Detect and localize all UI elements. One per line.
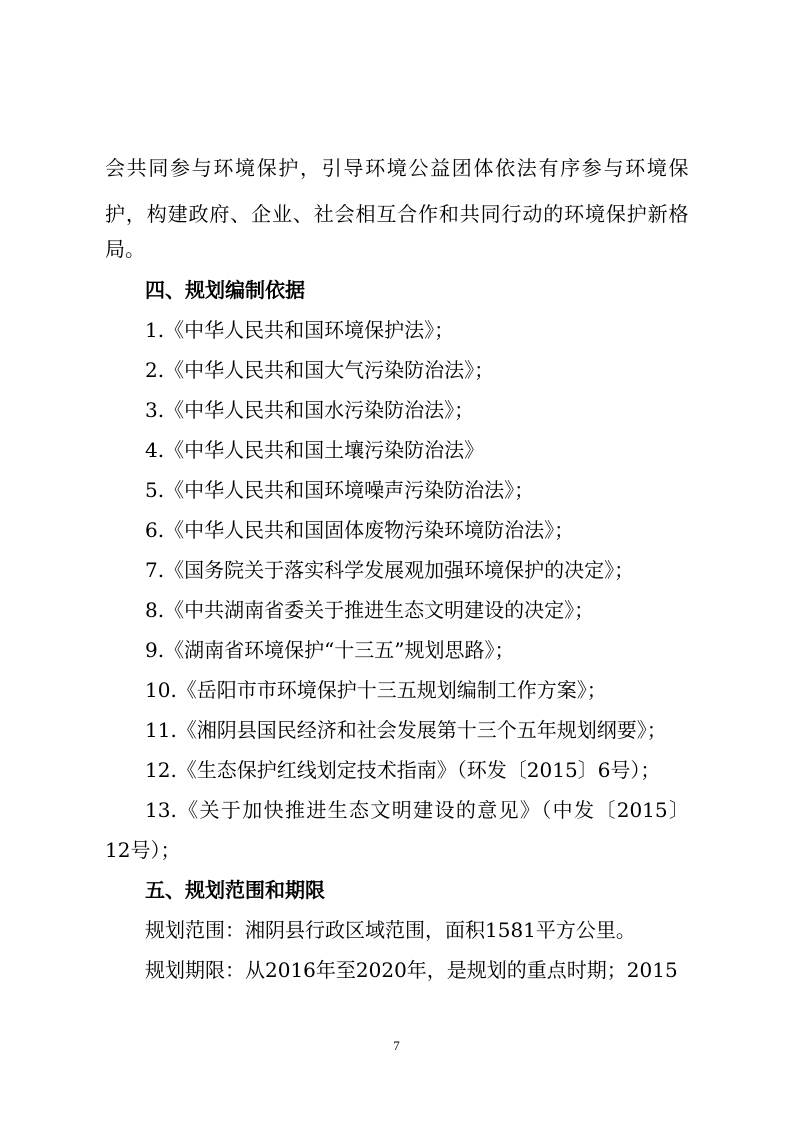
basis-item-11: 11.《湘阴县国民经济和社会发展第十三个五年规划纲要》； (145, 718, 667, 742)
basis-item-12: 12.《生态保护红线划定技术指南》（环发〔2015〕6号）； (145, 758, 661, 782)
section-4-heading: 四、规划编制依据 (145, 278, 305, 302)
basis-item-4: 4.《中华人民共和国土壤污染防治法》 (145, 438, 485, 462)
intro-line-3: 局。 (105, 237, 145, 261)
basis-item-1: 1.《中华人民共和国环境保护法》； (145, 318, 455, 342)
intro-line-2: 护，构建政府、企业、社会相互合作和共同行动的环境保护新格 (105, 202, 689, 226)
basis-item-2: 2.《中华人民共和国大气污染防治法》； (145, 358, 495, 382)
planning-period: 规划期限：从2016年至2020年，是规划的重点时期；2015 (145, 958, 678, 982)
basis-item-5: 5.《中华人民共和国环境噪声污染防治法》； (145, 478, 535, 502)
basis-item-7: 7.《国务院关于落实科学发展观加强环境保护的决定》； (145, 558, 635, 582)
basis-item-13: 13.《关于加快推进生态文明建设的意见》（中发〔2015〕 (145, 798, 689, 822)
basis-item-8: 8.《中共湖南省委关于推进生态文明建设的决定》； (145, 598, 595, 622)
intro-line-1: 会共同参与环境保护，引导环境公益团体依法有序参与环境保 (105, 156, 689, 180)
section-5-heading: 五、规划范围和期限 (145, 878, 325, 902)
basis-item-6: 6.《中华人民共和国固体废物污染环境防治法》； (145, 518, 575, 542)
basis-item-3: 3.《中华人民共和国水污染防治法》； (145, 398, 475, 422)
page-number: 7 (393, 1038, 400, 1053)
basis-item-10: 10.《岳阳市市环境保护十三五规划编制工作方案》； (145, 678, 607, 702)
basis-item-9: 9.《湖南省环境保护“十三五”规划思路》； (145, 638, 515, 662)
planning-scope: 规划范围：湘阴县行政区域范围，面积1581平方公里。 (145, 918, 636, 942)
basis-item-13-continued: 12号）； (105, 838, 181, 862)
